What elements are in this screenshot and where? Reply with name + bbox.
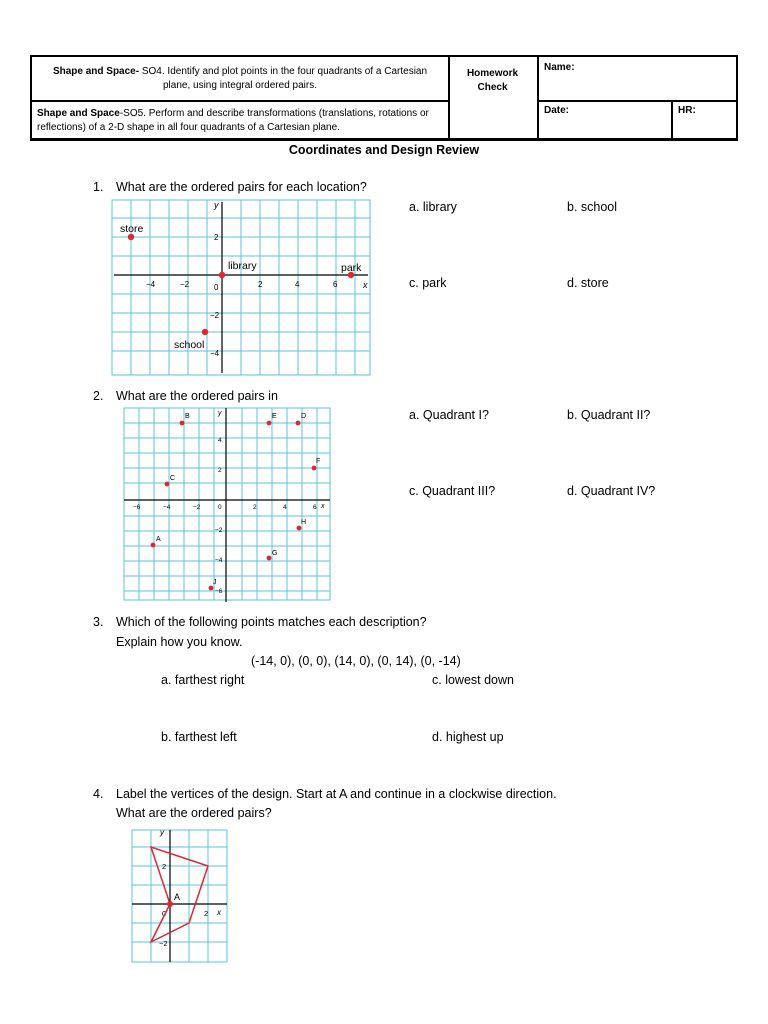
q2-point-g <box>267 556 272 561</box>
q1-x-tick: −2 <box>180 280 190 289</box>
q1-option-b: b. school <box>567 200 618 214</box>
q2-x-tick: −4 <box>163 504 171 511</box>
q3-option-c: c. lowest down <box>432 673 514 687</box>
q4-x-tick: 2 <box>204 909 209 918</box>
q2-y-tick: 2 <box>218 467 222 474</box>
q2-point-h <box>297 526 302 531</box>
q4-graph <box>128 826 230 966</box>
hr-label: HR: <box>678 105 696 116</box>
q2-x-tick: −6 <box>133 504 141 511</box>
homework-check-label: Homework Check <box>466 68 519 93</box>
q1-label-library: library <box>228 260 257 272</box>
q1-y-tick: 2 <box>214 233 219 242</box>
standard-so4: Shape and Space- SO4. Identify and plot points in the four quadrants of a Cartesian plane, using integral ordered pairs. <box>52 66 428 91</box>
q4-y-axis-label: y <box>160 828 164 837</box>
q2-grid <box>124 408 330 600</box>
q1-label-school: school <box>174 339 205 351</box>
q1-y-tick: −2 <box>210 311 220 320</box>
q2-y-tick: −6 <box>215 588 223 595</box>
q1-y-tick: −4 <box>210 349 220 358</box>
q2-label-b: B <box>185 413 190 420</box>
q2-x-axis-label: x <box>321 503 325 510</box>
q2-point-f <box>312 466 317 471</box>
q2-number: 2. <box>93 389 104 403</box>
q4-y-tick: −2 <box>159 939 168 948</box>
q1-x-tick: 2 <box>258 280 263 289</box>
q2-label-f: F <box>316 458 321 465</box>
q2-point-c <box>165 482 170 487</box>
q2-label-c: C <box>170 475 176 482</box>
q2-y-tick: −4 <box>215 557 223 564</box>
q4-vertex-a <box>167 901 173 907</box>
q2-origin: 0 <box>218 504 222 511</box>
q2-x-tick: 6 <box>313 504 317 511</box>
q1-option-d: d. store <box>567 276 609 290</box>
q1-x-tick: 6 <box>333 280 338 289</box>
q1-origin: 0 <box>214 283 219 292</box>
q2-label-j: J <box>213 579 217 586</box>
q3-points-list: (-14, 0), (0, 0), (14, 0), (0, 14), (0, -14) <box>251 654 461 668</box>
q2-option-b: b. Quadrant II? <box>567 408 651 422</box>
q1-x-tick: 4 <box>295 280 300 289</box>
q3-option-d: d. highest up <box>432 730 504 744</box>
q2-label-h: H <box>301 519 307 526</box>
q2-label-d: D <box>301 413 307 420</box>
q2-text: What are the ordered pairs in <box>116 389 278 403</box>
q3-number: 3. <box>93 615 104 629</box>
q1-text: What are the ordered pairs for each location? <box>116 180 367 194</box>
q3-text-line2: Explain how you know. <box>116 635 243 649</box>
q1-point-library <box>219 272 225 278</box>
q1-option-c: c. park <box>409 276 447 290</box>
q2-point-d <box>296 421 301 426</box>
q1-point-school <box>202 329 208 335</box>
q1-label-store: store <box>120 223 144 235</box>
q2-label-a: A <box>156 536 161 543</box>
q1-option-a: a. library <box>409 200 457 214</box>
q2-label-g: G <box>272 550 278 557</box>
q4-vertex-a-label: A <box>174 892 181 902</box>
q1-label-park: park <box>341 262 362 274</box>
q2-point-j <box>209 586 214 591</box>
q3-option-b: b. farthest left <box>161 730 237 744</box>
q2-x-tick: 2 <box>253 504 257 511</box>
q2-option-a: a. Quadrant I? <box>409 408 489 422</box>
q4-number: 4. <box>93 787 104 801</box>
q4-text-line2: What are the ordered pairs? <box>116 806 272 820</box>
homework-check-box[interactable] <box>450 103 536 140</box>
q1-number: 1. <box>93 180 104 194</box>
q4-x-axis-label: x <box>217 908 221 917</box>
q2-point-b <box>180 421 185 426</box>
q4-y-tick: 2 <box>162 862 167 871</box>
header-table <box>30 55 738 141</box>
page-title: Coordinates and Design Review <box>288 143 480 157</box>
q4-text-line1: Label the vertices of the design. Start at A and continue in a clockwise direction. <box>116 787 557 801</box>
standard-so5: Shape and Space-SO5. Perform and describe transformations (translations, rotations or reflections) of a 2-D shape in all four quadrants of a Cartesian plane. <box>37 108 429 133</box>
q2-label-e: E <box>272 413 277 420</box>
q2-x-tick: −2 <box>193 504 201 511</box>
q1-x-axis-label: x <box>363 280 368 290</box>
q4-origin: 0 <box>162 909 167 918</box>
q2-graph <box>118 405 336 605</box>
q2-x-tick: 4 <box>283 504 287 511</box>
q1-x-tick: −4 <box>146 280 156 289</box>
date-label: Date: <box>544 105 570 116</box>
name-label: Name: <box>544 62 575 73</box>
q2-option-c: c. Quadrant III? <box>409 484 496 498</box>
q3-option-a: a. farthest right <box>161 673 245 687</box>
q2-option-d: d. Quadrant IV? <box>567 484 656 498</box>
q2-y-tick: 4 <box>218 437 222 444</box>
q2-y-tick: −2 <box>215 527 223 534</box>
q2-point-a <box>151 543 156 548</box>
q1-y-axis-label: y <box>214 200 219 210</box>
q3-text-line1: Which of the following points matches each description? <box>116 615 427 629</box>
q2-y-axis-label: y <box>218 410 222 417</box>
q2-point-e <box>267 421 272 426</box>
q1-graph <box>110 198 372 378</box>
